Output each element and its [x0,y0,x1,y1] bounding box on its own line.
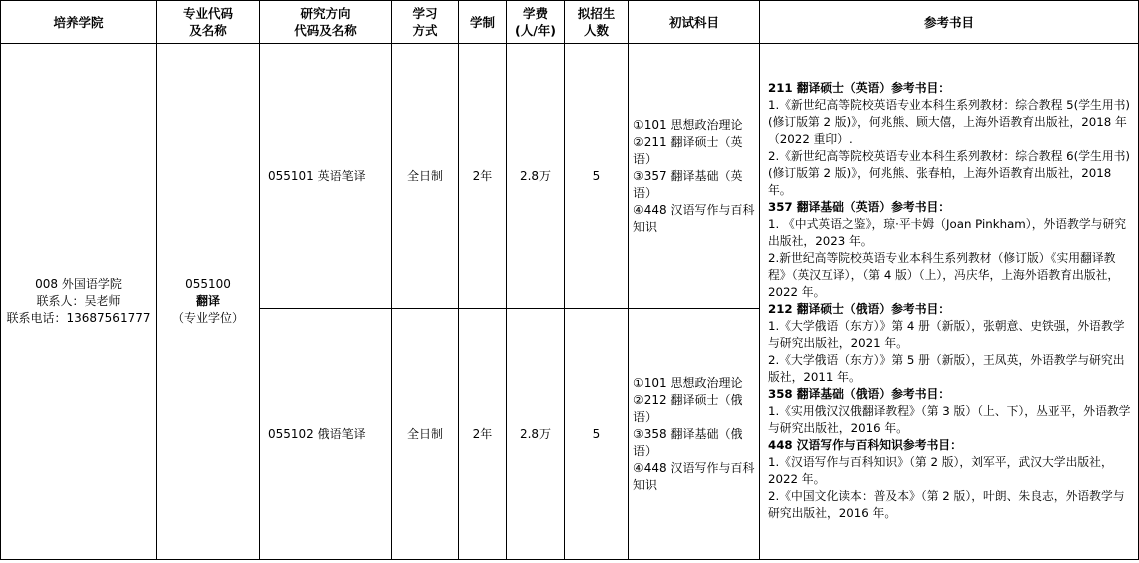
quota-cell: 5 [565,44,629,309]
ref-heading: 211 翻译硕士（英语）参考书目： [768,81,951,95]
ref-item: 1.《汉语写作与百科知识》（第 2 版），刘军平，武汉大学出版社，2022 年。 [768,455,1113,486]
study-mode-cell: 全日制 [392,44,459,309]
subject-item: ③357 翻译基础（英语） [633,168,743,200]
table-row [1,44,1139,309]
header-row [1,1,1139,44]
duration-cell: 2年 [459,309,507,560]
subject-item: ②212 翻译硕士（俄语） [633,392,743,424]
ref-item: 2.《中国文化读本：普及本》（第 2 版），叶朗、朱良志，外语教学与研究出版社，2016 年。 [768,489,1125,520]
subject-item: ①101 思想政治理论 [633,117,743,132]
study-mode-cell: 全日制 [392,309,459,560]
subject-item: ④448 汉语写作与百科知识 [633,460,755,492]
subjects-cell [629,44,760,309]
ref-item: 2.《新世纪高等院校英语专业本科生系列教材：综合教程 6(学生用书)(修订版第 2 版)》，何兆熊、张春柏，上海外语教育出版社，2018 年。 [768,149,1131,197]
ref-heading: 357 翻译基础（英语）参考书目： [768,200,951,214]
quota-cell: 5 [565,309,629,560]
header-study-mode: 学习 方式 [392,1,459,44]
major-cell [157,44,260,560]
header-quota: 拟招生 人数 [565,1,629,44]
subject-item: ④448 汉语写作与百科知识 [633,202,755,234]
header-references: 参考书目 [760,1,1139,44]
college-name: 008 外国语学院 [35,277,122,291]
subject-item: ①101 思想政治理论 [633,375,743,390]
ref-heading: 448 汉语写作与百科知识参考书目： [768,438,962,452]
ref-item: 2.新世纪高等院校英语专业本科生系列教材（修订版）《实用翻译教程》（英汉互译），（第 4 版）（上），冯庆华，上海外语教育出版社，2022 年。 [768,251,1120,299]
header-college: 培养学院 [1,1,157,44]
ref-heading: 212 翻译硕士（俄语）参考书目： [768,302,951,316]
major-type: （专业学位） [171,311,244,325]
college-phone: 联系电话：13687561777 [6,311,151,325]
header-duration: 学制 [459,1,507,44]
header-direction: 研究方向 代码及名称 [260,1,392,44]
direction-cell: 055102 俄语笔译 [260,309,392,560]
ref-item: 1.《实用俄汉汉俄翻译教程》（第 3 版）（上、下），丛亚平，外语教学与研究出版社，2016 年。 [768,404,1131,435]
header-fee: 学费 (人/年) [507,1,565,44]
header-subjects: 初试科目 [629,1,760,44]
college-contact: 联系人：吴老师 [36,294,121,308]
subject-item: ②211 翻译硕士（英语） [633,134,743,166]
subjects-cell [629,309,760,560]
references-cell [760,44,1139,560]
ref-item: 1. 《中式英语之鉴》，琼·平卡姆（Joan Pinkham），外语教学与研究出版社，2023 年。 [768,217,1127,248]
header-major: 专业代码 及名称 [157,1,260,44]
fee-cell: 2.8万 [507,309,565,560]
ref-item: 2.《大学俄语（东方）》第 5 册（新版），王凤英，外语教学与研究出版社，2011 年。 [768,353,1125,384]
major-name: 翻译 [195,294,220,308]
fee-cell: 2.8万 [507,44,565,309]
ref-heading: 358 翻译基础（俄语）参考书目： [768,387,951,401]
subject-item: ③358 翻译基础（俄语） [633,426,743,458]
duration-cell: 2年 [459,44,507,309]
college-cell [1,44,157,560]
major-code: 055100 [185,277,231,291]
ref-item: 1.《大学俄语（东方）》第 4 册（新版），张朝意、史铁强，外语教学与研究出版社，2021 年。 [768,319,1125,350]
ref-item: 1.《新世纪高等院校英语专业本科生系列教材：综合教程 5(学生用书)(修订版第 2 版)》，何兆熊、顾大僖，上海外语教育出版社，2018 年（2022 重印）. [768,98,1131,146]
direction-cell: 055101 英语笔译 [260,44,392,309]
